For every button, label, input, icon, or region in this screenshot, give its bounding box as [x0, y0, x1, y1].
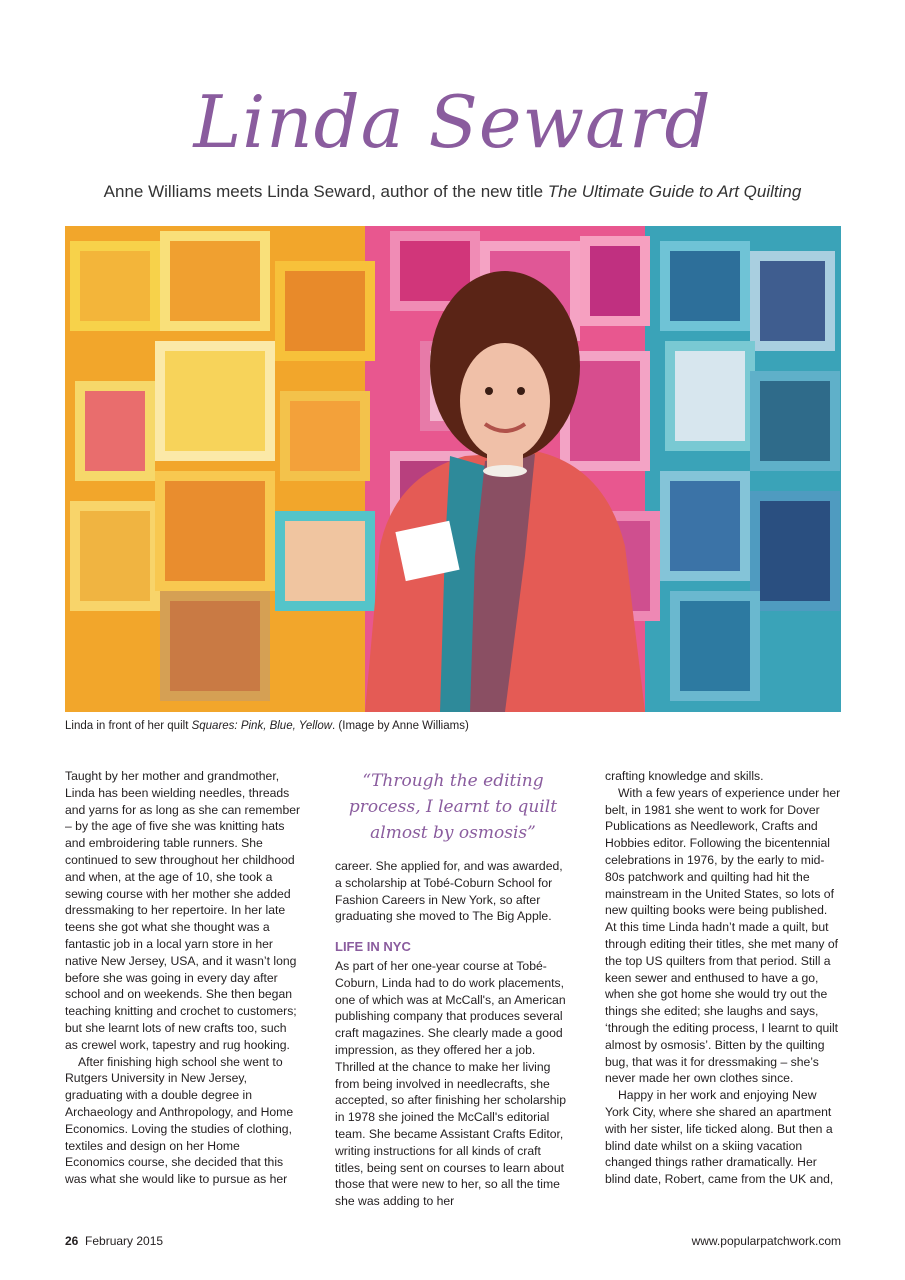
paragraph: As part of her one-year course at Tobé-Coburn, Linda had to do work placements, one of which was at McCall's, an American publishing company that produces several craft magazines. She clearly made a good impression, as they offered her a job. Thrilled at the chance to make her living from being involved in needlecrafts, she accepted, so after finishing her scholarship in 1978 she joined the McCall's editorial team. She became Assistant Crafts Editor, writing instructions for all kinds of craft titles, being sent on courses to learn about those that were new to her, so all the time she was adding to her	[335, 958, 567, 1209]
column-3	[605, 768, 841, 1188]
paragraph: With a few years of experience under her belt, in 1981 she went to work for Dover Publications as Needlework, Crafts and Hobbies editor. Following the bicentennial celebrations in 1976, by the early to mid-80s patchwork and quilting had hit the mainstream in the United States, so lots of new quilting books were being published. At this time Linda hadn’t made a quilt, but through editing their titles, she met many of the top US quilters from that period. Still a keen sewer and enthused to have a go, when she got home she would try out the things she edited; she laughs and says, ‘through the editing process, I learnt to quilt almost by osmosis’. Bitten by the quilting bug, that was it for dressmaking – she’s never made her own clothes since.	[605, 785, 841, 1086]
paragraph: After finishing high school she went to Rutgers University in New Jersey, graduating with a double degree in Archaeology and Anthropology, and Home Economics. Loving the studies of clothing, textiles and design on her Home Economics course, she decided that this was what she would like to pursue as her	[65, 1054, 294, 1187]
column-2	[335, 768, 571, 1210]
quilt-photo	[65, 226, 841, 712]
article-subtitle	[0, 182, 905, 202]
book-title: The Ultimate Guide to Art Quilting	[547, 182, 802, 201]
footer-website: www.popularpatchwork.com	[691, 1234, 841, 1248]
quilt-photo-illustration	[65, 226, 841, 712]
pull-quote: “Through the editing process, I learnt to quilt almost by osmosis”	[348, 771, 558, 843]
paragraph: career. She applied for, and was awarded, a scholarship at Tobé-Coburn School for Fashion Careers in New York, so after graduating she moved to The Big Apple.	[335, 859, 563, 924]
column-1	[65, 768, 301, 1188]
page-number: 26	[65, 1234, 79, 1248]
paragraph: Taught by her mother and grandmother, Linda has been wielding needles, threads and yarns for as long as she can remember – by the age of five she was knitting hats and embroidering table runners. She continued to sew throughout her childhood and when, at the age of 10, she took a sewing course with her mother she added dressmaking to her repertoire. In her late teens she got what she thought was a fantastic job in a local yarn store in her native New Jersey, USA, and it wasn’t long before she was going in every day after school and on weekends. She then began teaching knitting and crochet to customers; but she learnt lots of new crafts too, such as crewel work, tapestry and rug hooking.	[65, 769, 301, 1052]
caption-text: Linda in front of her quilt	[65, 720, 192, 732]
article-title: Linda Seward	[193, 80, 712, 164]
subtitle-text: Anne Williams meets Linda Seward, author of the new title	[103, 182, 548, 201]
photo-caption	[65, 720, 841, 732]
issue-date: February 2015	[85, 1234, 164, 1248]
paragraph: crafting knowledge and skills.	[605, 769, 764, 783]
paragraph: Happy in her work and enjoying New York City, where she shared an apartment with her sister, life ticked along. But then a blind date whilst on a skiing vacation changed things rather dramatically. Her blind date, Robert, came from the UK and,	[605, 1088, 834, 1187]
section-heading: LIFE IN NYC	[335, 939, 411, 955]
footer-page-info	[65, 1234, 163, 1248]
caption-quilt-name: Squares: Pink, Blue, Yellow	[191, 720, 333, 732]
caption-credit: . (Image by Anne Williams)	[332, 720, 469, 732]
